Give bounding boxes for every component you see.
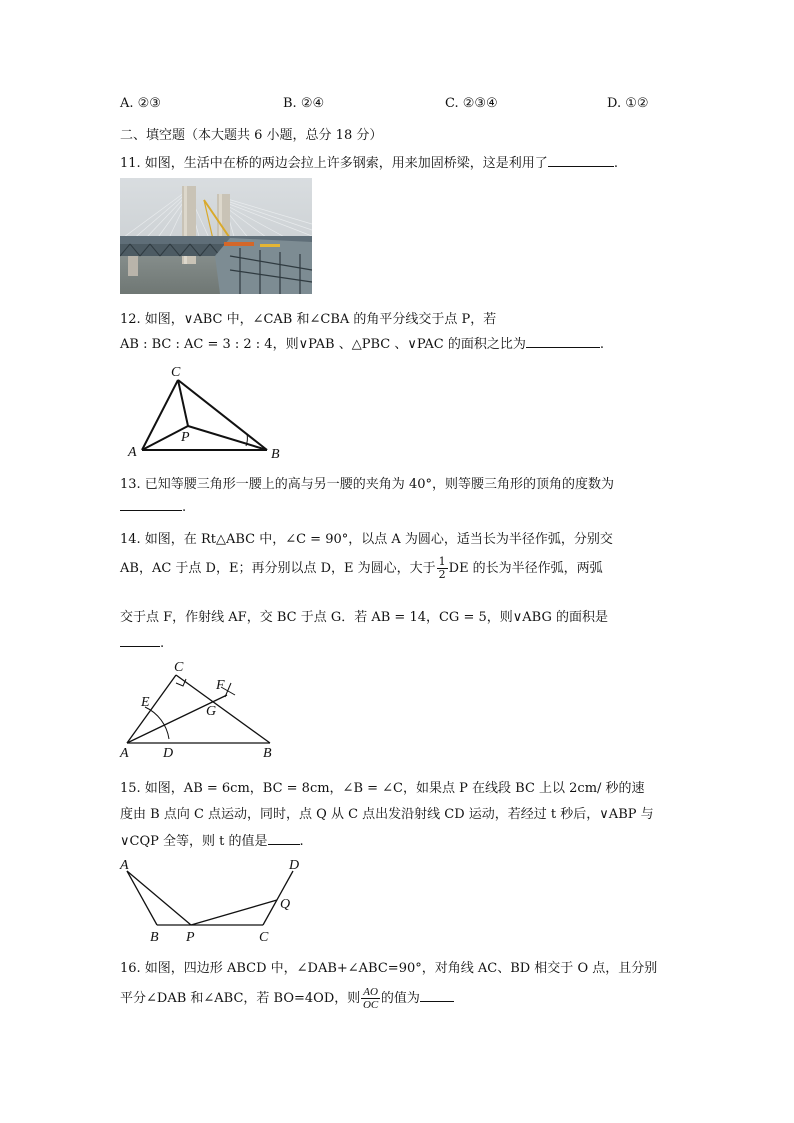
question-16-line1: 16. 如图，四边形 ABCD 中，∠DAB+∠ABC=90°，对角线 AC、BD 相交于 O 点，且分别 (120, 961, 658, 976)
bridge-photo (120, 178, 312, 294)
q14-fraction (437, 556, 448, 581)
q12-end: . (599, 337, 605, 352)
q15-line3-text: ∨CQP 全等，则 t 的值是 (120, 834, 268, 849)
q14-label-g: G (206, 704, 217, 719)
q16-fraction (361, 986, 380, 1011)
question-14-line1: 14. 如图，在 Rt△ABC 中，∠C = 90°，以点 A 为圆心，适当长为半径作弧，分别交 (120, 532, 613, 547)
section-heading: 二、填空题（本大题共 6 小题，总分 18 分） (120, 128, 383, 143)
question-13-line2 (120, 498, 186, 515)
q14-end: . (160, 636, 165, 651)
q15-label-b: B (150, 930, 159, 945)
q12-triangle-figure (120, 362, 300, 462)
question-12-line1: 12. 如图，∨ABC 中，∠CAB 和∠CBA 的角平分线交于点 P，若 (120, 312, 497, 327)
question-11 (120, 152, 618, 171)
q14-frac-num: 1 (438, 555, 446, 568)
question-15-line3 (120, 830, 304, 849)
q11-end: . (613, 156, 618, 171)
q14-frac-den: 2 (438, 568, 446, 581)
q11-answer-blank[interactable] (548, 154, 614, 167)
q13-answer-blank[interactable] (120, 498, 182, 511)
q16-answer-blank[interactable] (420, 989, 454, 1002)
q12-label-c: C (171, 365, 181, 380)
q12-label-p: P (181, 430, 190, 445)
question-14-line4 (120, 634, 164, 651)
q12-label-b: B (271, 447, 280, 462)
q15-label-c: C (259, 930, 269, 945)
q14-triangle-figure (115, 655, 285, 765)
q14-label-e: E (141, 695, 150, 710)
q15-end: . (299, 834, 304, 849)
question-16-line2 (120, 986, 454, 1011)
q16-line2b: 的值为 (380, 991, 420, 1006)
q16-frac-den: OC (362, 999, 379, 1011)
q15-label-a: A (120, 858, 129, 873)
q15-label-d: D (289, 858, 300, 873)
q16-line2a: 平分∠DAB 和∠ABC，若 BO=4OD，则 (120, 991, 361, 1006)
q14-line2a: AB，AC 于点 D，E；再分别以点 D，E 为圆心，大于 (120, 561, 436, 576)
q15-figure (115, 855, 315, 945)
question-12-line2 (120, 333, 604, 352)
q12-label-a: A (128, 445, 137, 460)
question-13-line1: 13. 已知等腰三角形一腰上的高与另一腰的夹角为 40°，则等腰三角形的顶角的度数为 (120, 477, 614, 492)
q16-frac-num: AO (363, 986, 378, 998)
q14-line2b: DE 的长为半径作弧，两弧 (448, 561, 603, 576)
option-a: A. ②③ (120, 96, 161, 111)
question-15-line2: 度由 B 点向 C 点运动，同时，点 Q 从 C 点出发沿射线 CD 运动，若经过 t 秒后，∨ABP 与 (120, 807, 654, 822)
q14-answer-blank[interactable] (120, 634, 160, 647)
question-15-line1: 15. 如图，AB = 6cm，BC = 8cm，∠B = ∠C，如果点 P 在线段 BC 上以 2cm/ 秒的速 (120, 781, 645, 796)
q14-label-b: B (263, 746, 272, 761)
option-b: B. ②④ (283, 96, 325, 111)
option-d: D. ①② (607, 96, 649, 111)
q12-answer-blank[interactable] (526, 335, 600, 348)
q11-text: 11. 如图，生活中在桥的两边会拉上许多钢索，用来加固桥梁，这是利用了 (120, 156, 548, 171)
question-14-line3: 交于点 F，作射线 AF，交 BC 于点 G．若 AB = 14，CG = 5，则∨ABG 的面积是 (120, 610, 608, 625)
q15-label-q: Q (280, 897, 291, 912)
q15-answer-blank[interactable] (268, 832, 300, 845)
q12-line2-text: AB : BC : AC = 3 : 2 : 4，则∨PAB 、△PBC 、∨PAC 的面积之比为 (120, 337, 526, 352)
q14-label-d: D (163, 746, 174, 761)
q14-label-f: F (216, 678, 225, 693)
q14-label-c: C (174, 660, 184, 675)
q13-end: . (182, 500, 187, 515)
q14-label-a: A (120, 746, 129, 761)
question-14-line2 (120, 556, 603, 581)
q15-label-p: P (186, 930, 195, 945)
option-c: C. ②③④ (445, 96, 498, 111)
